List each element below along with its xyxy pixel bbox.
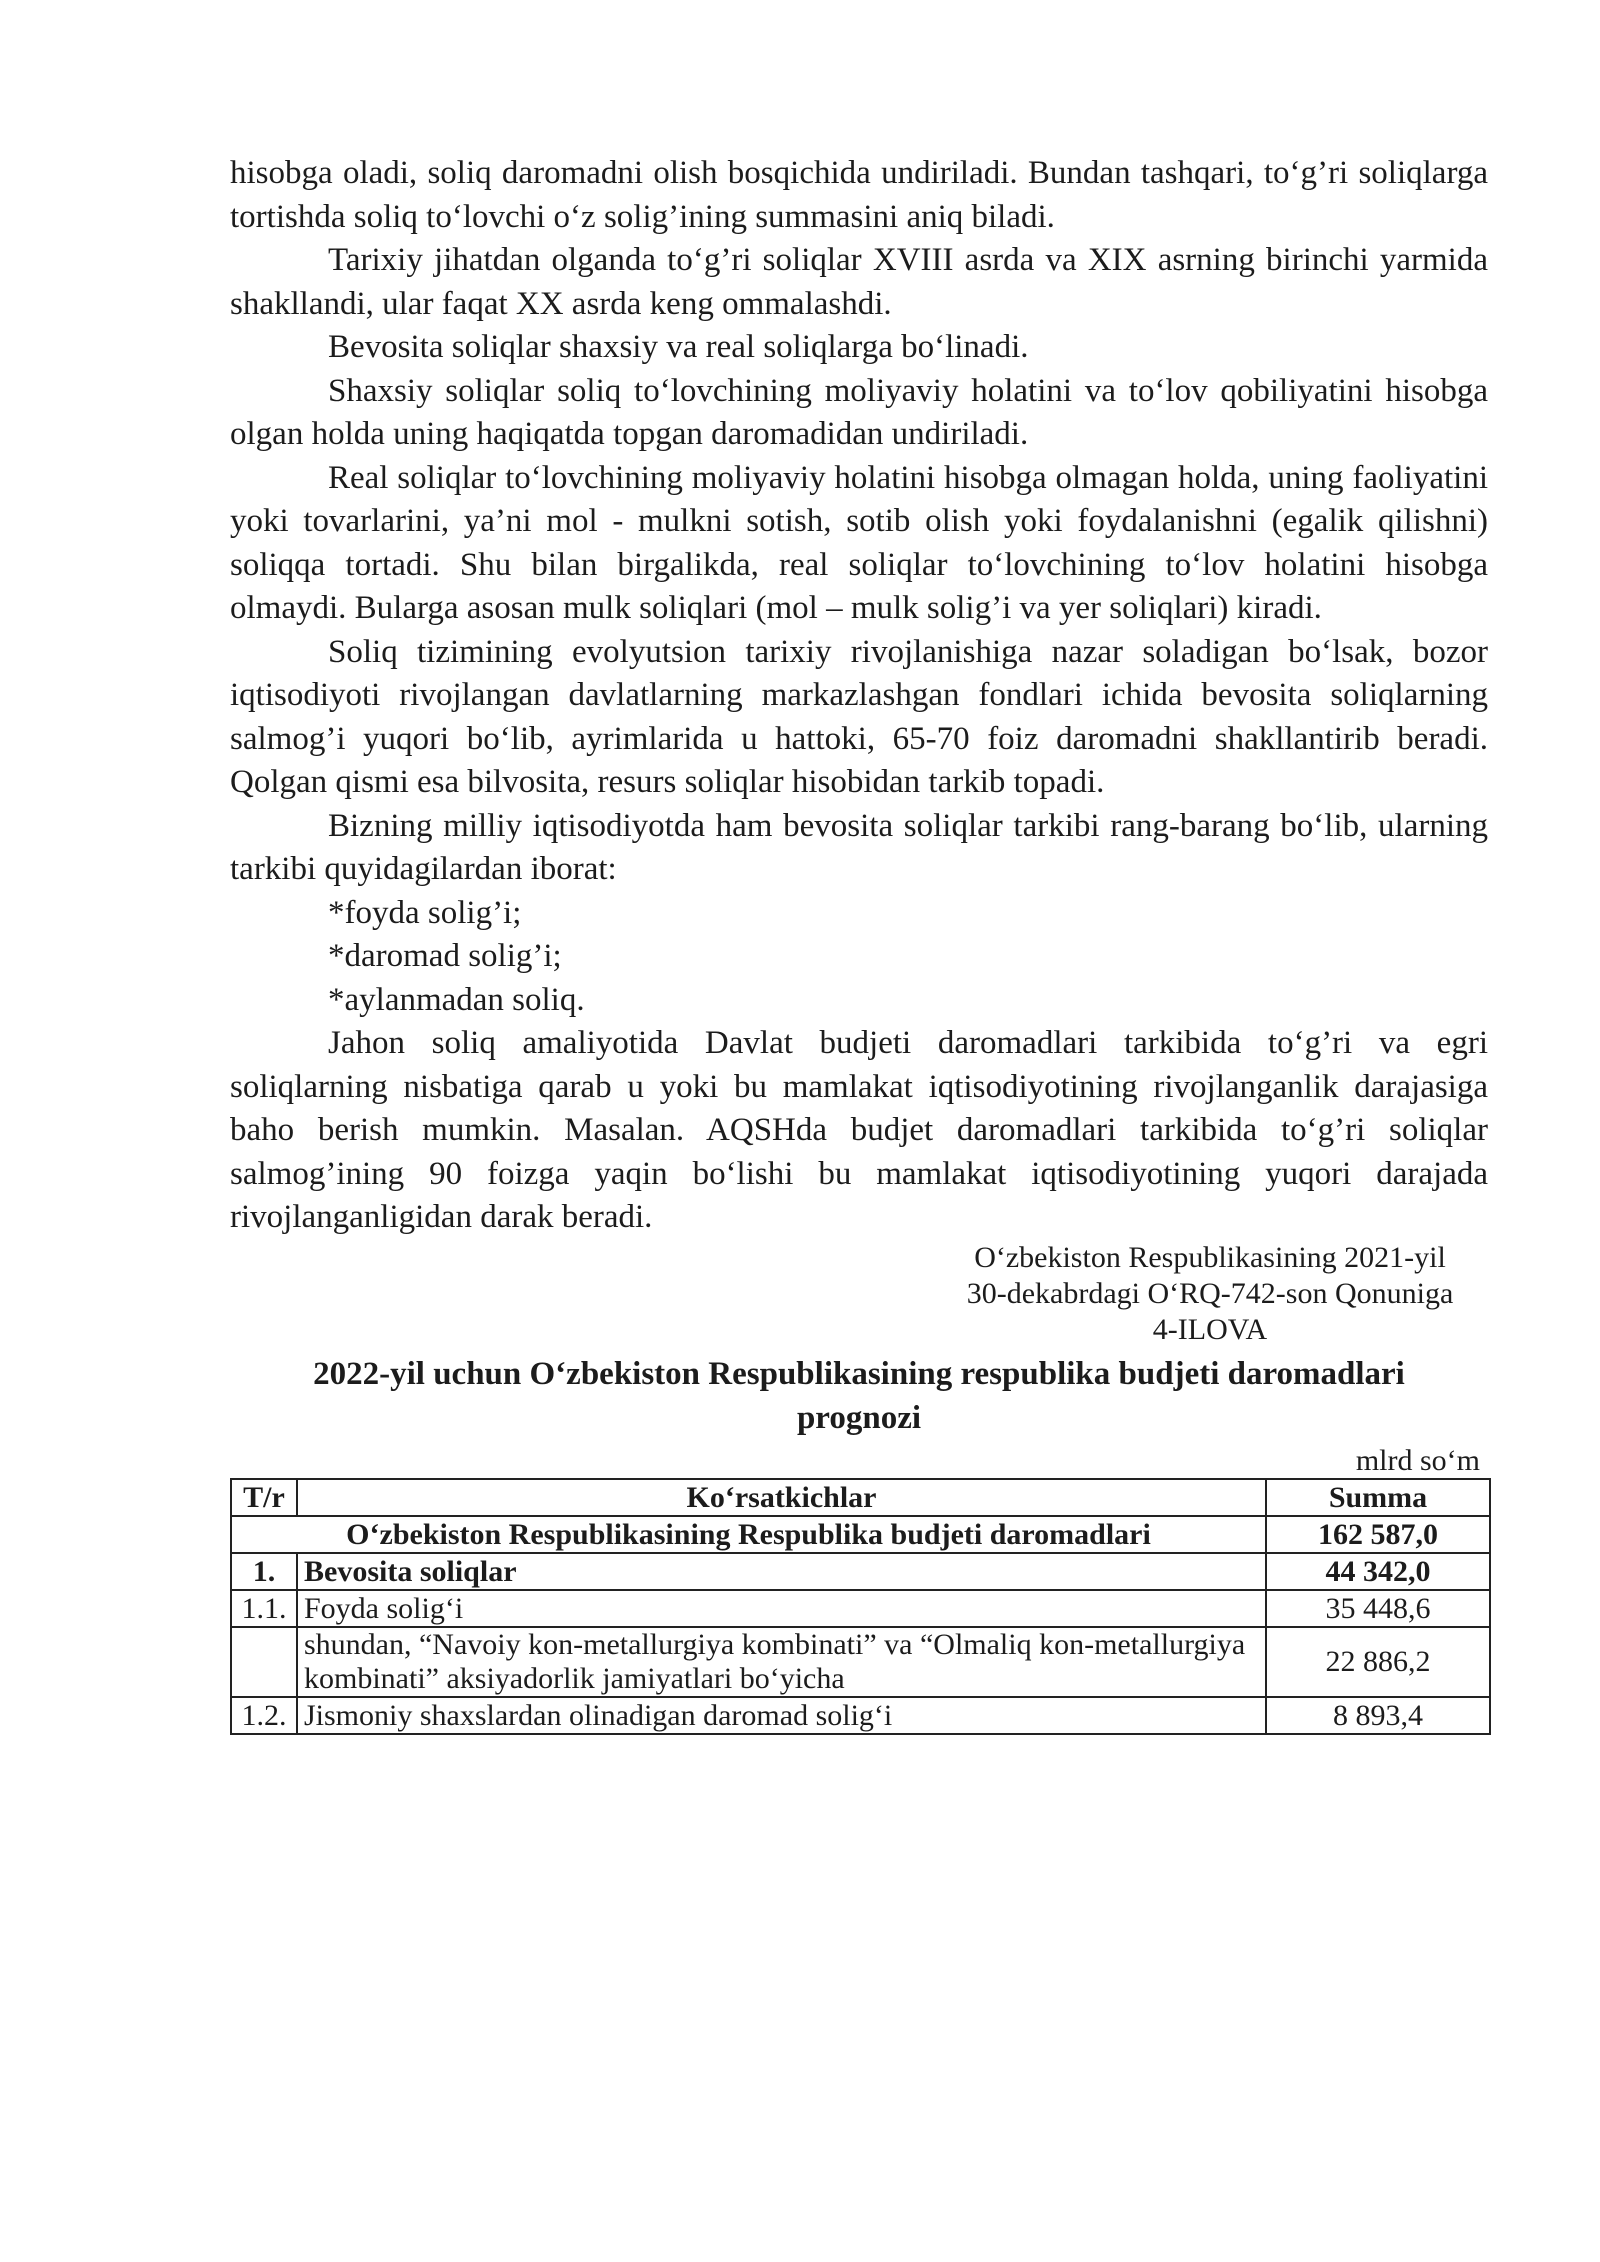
row-name-cell: shundan, “Navoiy kon-metallurgiya kombinati” va “Olmaliq kon-metallurgiya kombinati” aksiyadorlik jamiyatlari bo‘yicha [297, 1627, 1266, 1697]
appendix-line: 30-dekabrdagi O‘RQ-742-son Qonuniga [966, 1276, 1454, 1310]
table-title-line: prognozi [796, 1399, 922, 1436]
row-name-cell: Bevosita soliqlar [297, 1553, 1266, 1590]
table-title-line: 2022-yil uchun O‘zbekiston Respublikasining respublika budjeti daromadlari [313, 1355, 1405, 1392]
total-sum-cell: 162 587,0 [1266, 1516, 1490, 1553]
appendix-note [940, 1240, 1480, 1348]
header-cell-num: T/r [231, 1479, 297, 1516]
row-num-cell: 1.1. [231, 1590, 297, 1627]
paragraph: Bevosita soliqlar shaxsiy va real soliqlarga bo‘linadi. [328, 329, 1029, 365]
row-num-cell: 1.2. [231, 1697, 297, 1734]
bullet-item: *foyda solig’i; [328, 894, 522, 931]
paragraph: Tarixiy jihatdan olganda to‘g’ri soliqlar XVIII asrda va XIX asrning birinchi yarmida shakllandi, ular faqat XX asrda keng ommalashdi. [230, 242, 1488, 322]
document-page [230, 152, 1488, 1735]
paragraph: Shaxsiy soliqlar soliq to‘lovchining moliyaviy holatini va to‘lov qobiliyatini hisobga olgan holda uning haqiqatda topgan daromadidan undiriladi. [230, 372, 1488, 452]
row-num-cell [231, 1627, 297, 1697]
unit-label: mlrd so‘m [1355, 1443, 1480, 1477]
bullet-item: *aylanmadan soliq. [328, 981, 585, 1018]
row-sum-cell: 8 893,4 [1266, 1697, 1490, 1734]
paragraph: Real soliqlar to‘lovchining moliyaviy holatini hisobga olmagan holda, uning faoliyatini yoki tovarlarini, ya’ni mol - mulkni sotish, sotib olish yoki foydalanishni (egalik qilishni) soliqqa tortadi. Shu bilan birgalikda, real soliqlar to‘lovchining to‘lov holatini hisobga olmaydi. Bularga asosan mulk soliqlari (mol – mulk solig’i va yer soliqlari) kiradi. [230, 459, 1488, 626]
header-cell-name: Ko‘rsatkichlar [297, 1479, 1266, 1516]
header-cell-sum: Summa [1266, 1479, 1490, 1516]
table-header-row [231, 1479, 1490, 1516]
budget-table [230, 1478, 1491, 1735]
paragraph: Bizning milliy iqtisodiyotda ham bevosita soliqlar tarkibi rang-barang bo‘lib, ularning tarkibi quyidagilardan iborat: [230, 807, 1488, 887]
bullet-item: *daromad solig’i; [328, 938, 562, 974]
appendix-line: O‘zbekiston Respublikasining 2021-yil [974, 1240, 1446, 1274]
row-name-cell: Jismoniy shaxslardan olinadigan daromad solig‘i [297, 1697, 1266, 1734]
table-row [231, 1590, 1490, 1627]
paragraph: hisobga oladi, soliq daromadni olish bosqichida undiriladi. Bundan tashqari, to‘g’ri soliqlarga tortishda soliq to‘lovchi o‘z solig’ining summasini aniq biladi. [230, 155, 1488, 235]
paragraph: Soliq tizimining evolyutsion tarixiy rivojlanishiga nazar soladigan bo‘lsak, bozor iqtisodiyoti rivojlangan davlatlarning markazlashgan fondlari ichida bevosita soliqlarning salmog’i yuqori bo‘lib, ayrimlarida u hattoki, 65-70 foiz daromadni shakllantirib beradi. Qolgan qismi esa bilvosita, resurs soliqlar hisobidan tarkib topadi. [230, 633, 1488, 800]
row-sum-cell: 35 448,6 [1266, 1590, 1490, 1627]
table-row [231, 1553, 1490, 1590]
row-sum-cell: 44 342,0 [1266, 1553, 1490, 1590]
row-name-cell: Foyda solig‘i [297, 1590, 1266, 1627]
appendix-line: 4-ILOVA [1152, 1312, 1268, 1346]
row-sum-cell: 22 886,2 [1266, 1627, 1490, 1697]
paragraph: Jahon soliq amaliyotida Davlat budjeti daromadlari tarkibida to‘g’ri va egri soliqlarning nisbatiga qarab u yoki bu mamlakat iqtisodiyotining rivojlanganlik darajasiga baho berish mumkin. Masalan. AQSHda budjet daromadlari tarkibida to‘g’ri soliqlar salmog’ining 90 foizga yaqin bo‘lishi bu mamlakat iqtisodiyotining yuqori darajada rivojlanganligidan darak beradi. [230, 1025, 1488, 1235]
table-title [230, 1352, 1488, 1440]
row-num-cell: 1. [231, 1553, 297, 1590]
table-row [231, 1627, 1490, 1697]
table-row [231, 1697, 1490, 1734]
total-name-cell: O‘zbekiston Respublikasining Respublika budjeti daromadlari [231, 1516, 1266, 1553]
table-row-total [231, 1516, 1490, 1553]
